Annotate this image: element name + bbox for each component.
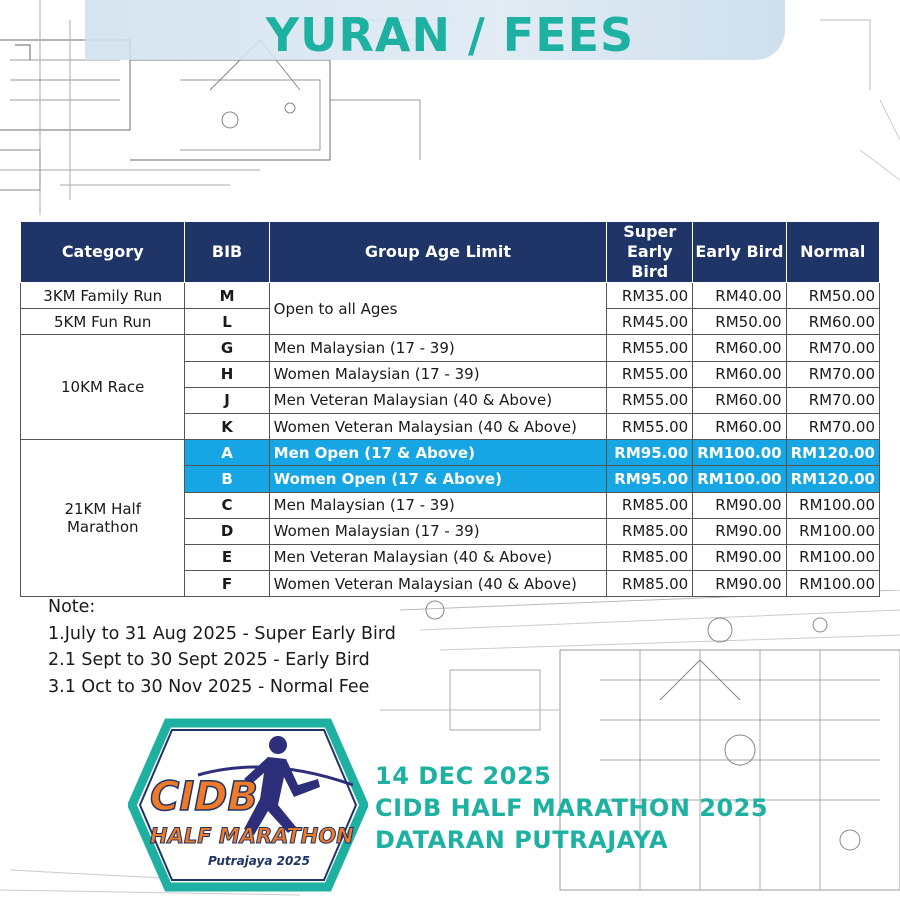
super-early-price: RM85.00	[607, 544, 693, 570]
logo-putrajaya-text: Putrajaya 2025	[208, 854, 310, 868]
category-cell: 10KM Race	[21, 335, 185, 440]
super-early-price: RM45.00	[607, 309, 693, 335]
early-price: RM100.00	[693, 440, 786, 466]
header-normal: Normal	[786, 222, 879, 283]
age-cell: Men Veteran Malaysian (40 & Above)	[269, 387, 607, 413]
normal-price: RM100.00	[786, 492, 879, 518]
normal-price: RM70.00	[786, 387, 879, 413]
age-cell: Women Open (17 & Above)	[269, 466, 607, 492]
event-date: 14 DEC 2025	[375, 762, 552, 790]
super-early-price: RM95.00	[607, 440, 693, 466]
early-price: RM50.00	[693, 309, 786, 335]
page-title: YURAN / FEES	[265, 8, 635, 62]
cidb-half-marathon-logo	[128, 715, 368, 895]
notes-heading: Note:	[48, 597, 96, 617]
age-cell: Women Malaysian (17 - 39)	[269, 518, 607, 544]
header-age-limit: Group Age Limit	[269, 222, 607, 283]
early-price: RM90.00	[693, 544, 786, 570]
header-bib: BIB	[185, 222, 269, 283]
normal-price: RM70.00	[786, 335, 879, 361]
super-early-price: RM55.00	[607, 335, 693, 361]
bib-cell: K	[185, 413, 269, 439]
age-cell: Women Malaysian (17 - 39)	[269, 361, 607, 387]
early-price: RM40.00	[693, 283, 786, 309]
super-early-price: RM55.00	[607, 387, 693, 413]
early-price: RM60.00	[693, 361, 786, 387]
note-item: 2.1 Sept to 30 Sept 2025 - Early Bird	[48, 650, 370, 670]
category-cell: 3KM Family Run	[21, 283, 185, 309]
table-header-row	[21, 222, 880, 283]
header-super-early-bird	[607, 222, 693, 283]
normal-price: RM100.00	[786, 571, 879, 597]
early-price: RM60.00	[693, 413, 786, 439]
bib-cell: A	[185, 440, 269, 466]
category-half-line1: 21KM Half	[64, 500, 141, 519]
early-price: RM90.00	[693, 571, 786, 597]
normal-price: RM70.00	[786, 413, 879, 439]
age-cell: Men Malaysian (17 - 39)	[269, 335, 607, 361]
note-item: 1.July to 31 Aug 2025 - Super Early Bird	[48, 623, 396, 644]
bib-cell: M	[185, 283, 269, 309]
super-early-price: RM55.00	[607, 413, 693, 439]
age-cell: Men Open (17 & Above)	[269, 440, 607, 466]
super-early-price: RM55.00	[607, 361, 693, 387]
normal-price: RM100.00	[786, 518, 879, 544]
early-price: RM60.00	[693, 387, 786, 413]
bib-cell: F	[185, 571, 269, 597]
logo-half-marathon-text: HALF MARATHON	[150, 824, 354, 848]
normal-price: RM50.00	[786, 283, 879, 309]
normal-price: RM60.00	[786, 309, 879, 335]
category-half-line2: Marathon	[66, 518, 139, 537]
super-early-price: RM95.00	[607, 466, 693, 492]
super-early-price: RM85.00	[607, 571, 693, 597]
bib-cell: G	[185, 335, 269, 361]
table-row	[21, 335, 880, 361]
age-cell: Men Malaysian (17 - 39)	[269, 492, 607, 518]
bib-cell: B	[185, 466, 269, 492]
super-early-price: RM85.00	[607, 518, 693, 544]
bib-cell: E	[185, 544, 269, 570]
bib-cell: J	[185, 387, 269, 413]
note-item: 3.1 Oct to 30 Nov 2025 - Normal Fee	[48, 676, 370, 697]
fees-table	[20, 221, 880, 597]
normal-price: RM120.00	[786, 440, 879, 466]
super-early-price: RM85.00	[607, 492, 693, 518]
category-cell	[21, 440, 185, 597]
early-price: RM60.00	[693, 335, 786, 361]
header-super-line1: Super	[623, 222, 677, 241]
age-cell: Men Veteran Malaysian (40 & Above)	[269, 544, 607, 570]
early-price: RM90.00	[693, 518, 786, 544]
event-info	[375, 760, 768, 856]
age-cell: Open to all Ages	[269, 283, 607, 335]
bib-cell: L	[185, 309, 269, 335]
super-early-price: RM35.00	[607, 283, 693, 309]
event-venue: DATARAN PUTRAJAYA	[375, 826, 669, 854]
header-early-bird: Early Bird	[693, 222, 786, 283]
early-price: RM100.00	[693, 466, 786, 492]
notes-section	[48, 594, 396, 700]
header-category: Category	[21, 222, 185, 283]
normal-price: RM70.00	[786, 361, 879, 387]
event-name: CIDB HALF MARATHON 2025	[375, 794, 769, 822]
table-row	[21, 283, 880, 309]
bib-cell: H	[185, 361, 269, 387]
logo-cidb-text: CIDB	[150, 774, 258, 820]
bib-cell: C	[185, 492, 269, 518]
early-price: RM90.00	[693, 492, 786, 518]
normal-price: RM120.00	[786, 466, 879, 492]
category-cell: 5KM Fun Run	[21, 309, 185, 335]
header-super-line2: Early Bird	[626, 242, 673, 281]
normal-price: RM100.00	[786, 544, 879, 570]
age-cell: Women Veteran Malaysian (40 & Above)	[269, 571, 607, 597]
age-cell: Women Veteran Malaysian (40 & Above)	[269, 413, 607, 439]
bib-cell: D	[185, 518, 269, 544]
table-row-highlighted	[21, 440, 880, 466]
